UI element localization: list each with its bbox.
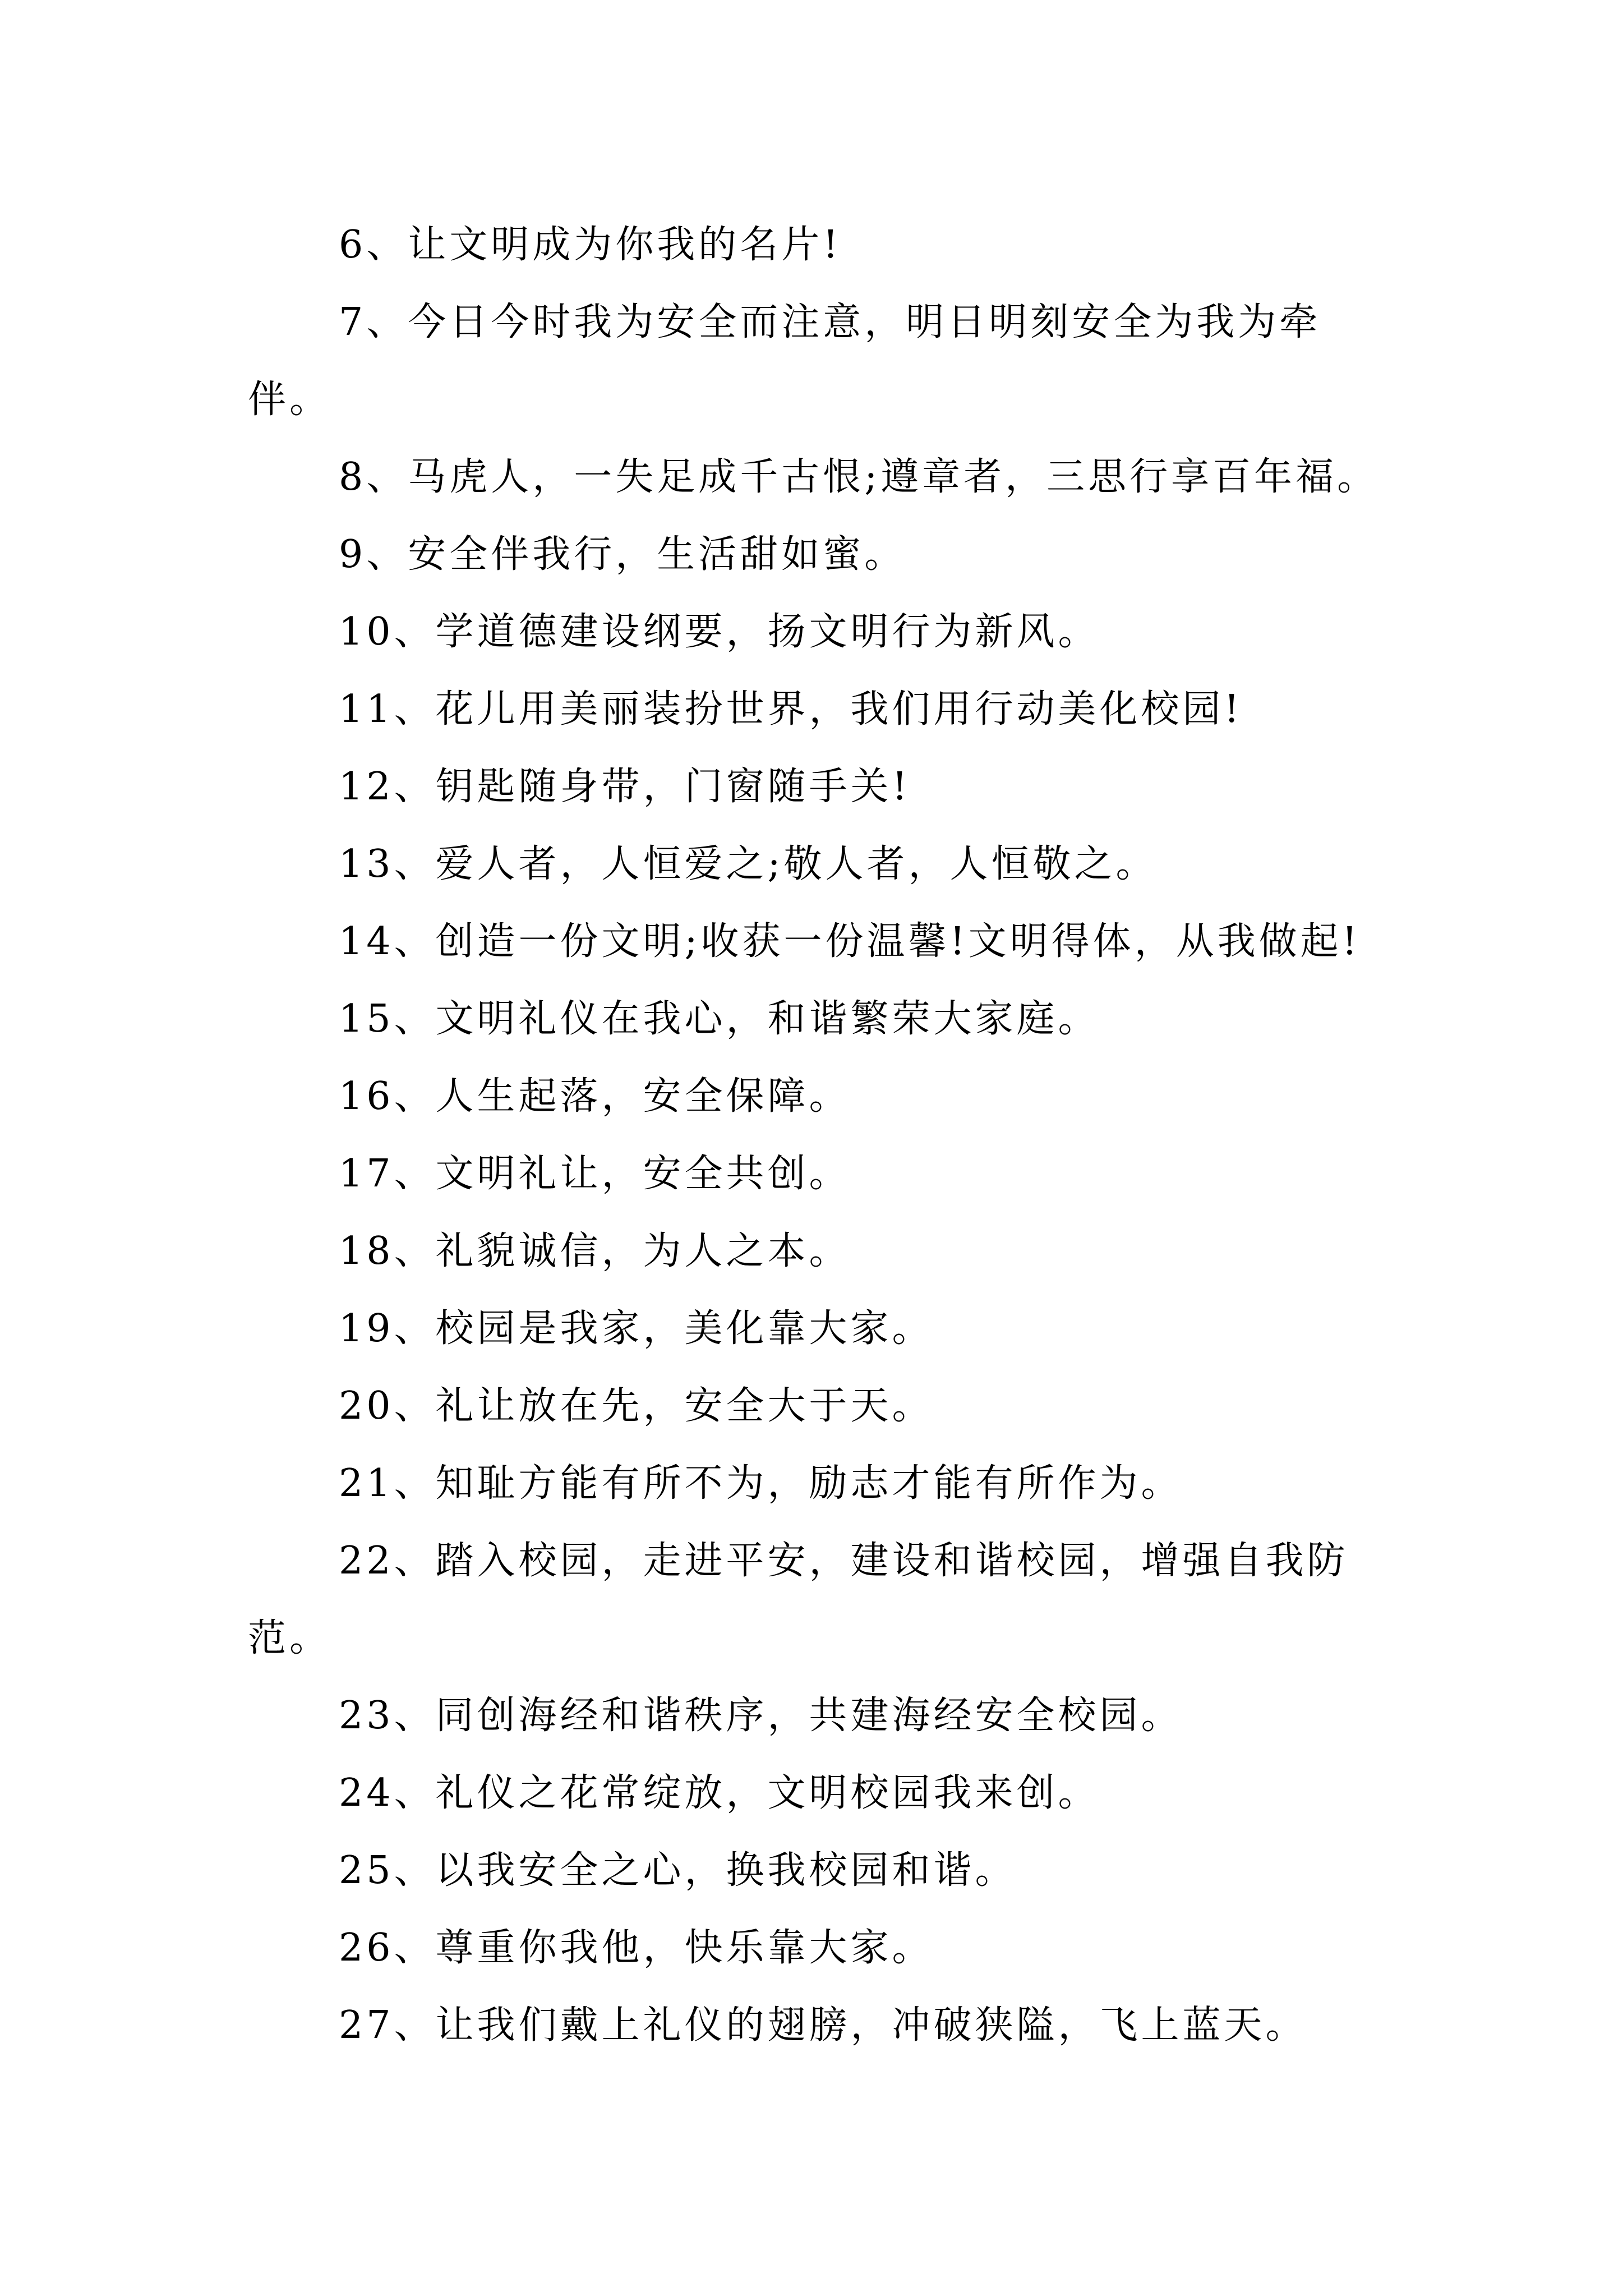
slogan-line: 14、创造一份文明;收获一份温馨!文明得体，从我做起! [339,919,1361,964]
slogan-line: 16、人生起落，安全保障。 [339,1074,851,1119]
slogan-line: 22、踏入校园，走进平安，建设和谐校园，增强自我防范。 [248,1539,1349,1660]
slogan-line: 6、让文明成为你我的名片! [339,223,842,267]
slogan-line: 12、钥匙随身带，门窗随手关! [339,765,911,809]
slogan-line: 24、礼仪之花常绽放，文明校园我来创。 [339,1771,1100,1815]
slogan-line: 27、让我们戴上礼仪的翅膀，冲破狭隘，飞上蓝天。 [339,2003,1307,2047]
slogan-line: 26、尊重你我他，快乐靠大家。 [339,1926,934,1970]
slogan-line: 20、礼让放在先，安全大于天。 [339,1384,934,1428]
slogan-line: 9、安全伴我行，生活甜如蜜。 [339,532,906,577]
slogan-line: 19、校园是我家，美化靠大家。 [339,1306,934,1351]
slogan-line: 13、爱人者，人恒爱之;敬人者，人恒敬之。 [339,842,1158,886]
slogan-line: 10、学道德建设纲要，扬文明行为新风。 [339,610,1100,654]
slogan-list [248,206,1381,2064]
slogan-line: 21、知耻方能有所不为，励志才能有所作为。 [339,1461,1183,1506]
slogan-line: 23、同创海经和谐秩序，共建海经安全校园。 [339,1694,1183,1738]
slogan-line: 25、以我安全之心，换我校园和谐。 [339,1848,1017,1893]
slogan-line: 11、花儿用美丽装扮世界，我们用行动美化校园! [339,687,1243,731]
slogan-line: 17、文明礼让，安全共创。 [339,1152,851,1196]
slogan-line: 7、今日今时我为安全而注意，明日明刻安全为我为牵伴。 [248,300,1321,422]
slogan-line: 15、文明礼仪在我心，和谐繁荣大家庭。 [339,997,1100,1041]
slogan-line: 18、礼貌诚信，为人之本。 [339,1229,851,1273]
slogan-line: 8、马虎人，一失足成千古恨;遵章者，三思行享百年福。 [339,455,1379,499]
